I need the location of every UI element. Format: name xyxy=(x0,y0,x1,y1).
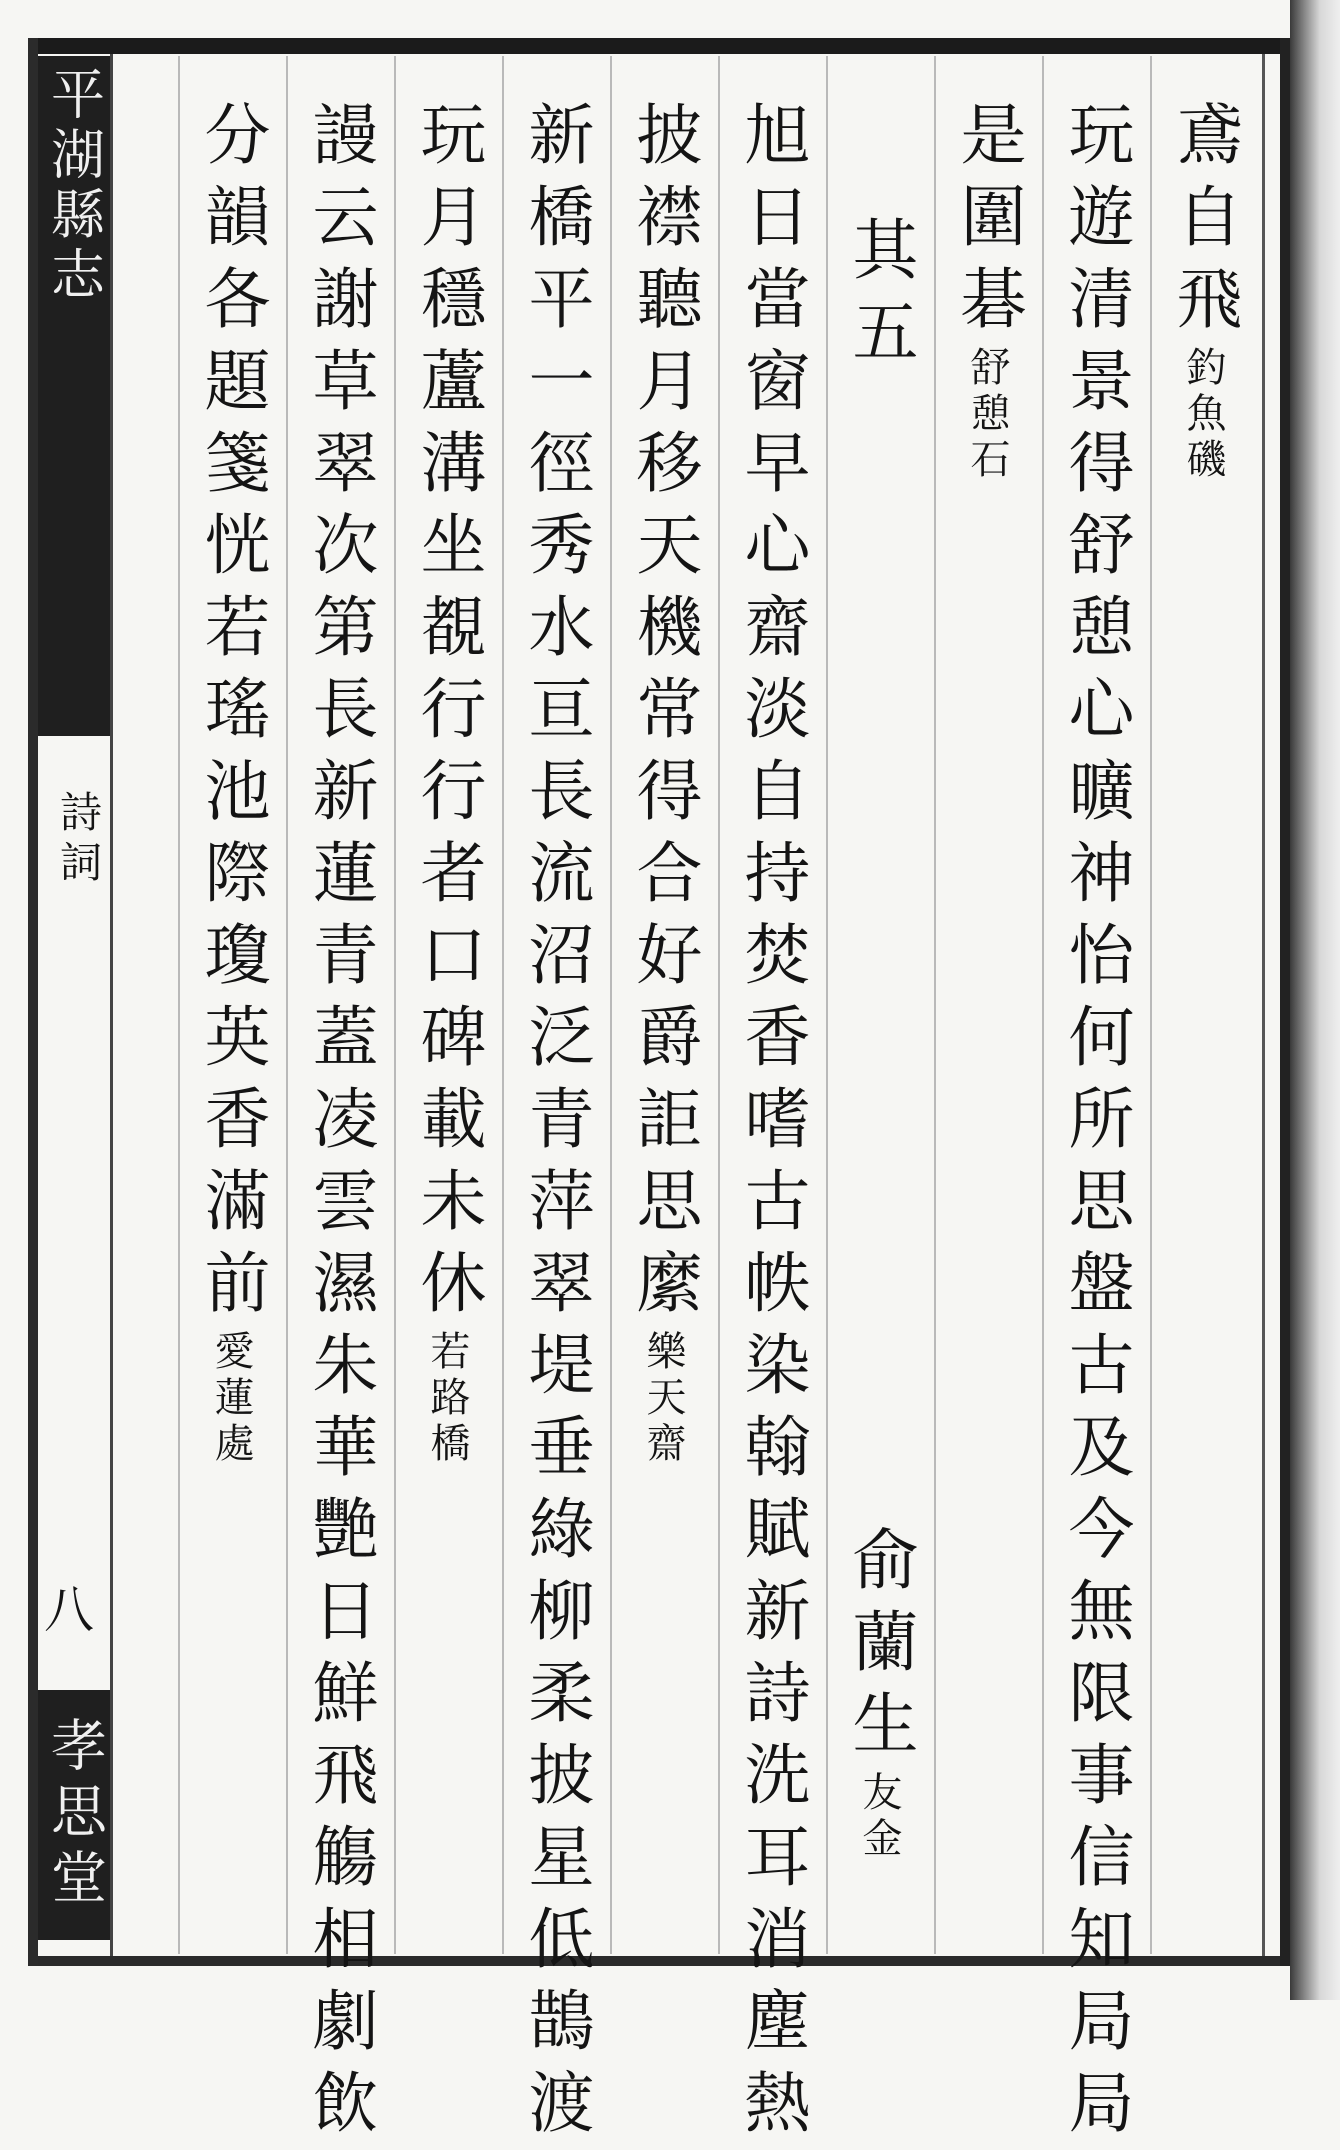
column-rule xyxy=(1150,56,1152,1954)
column-note: 釣魚磯 xyxy=(1180,346,1226,484)
column-rule xyxy=(394,56,396,1954)
author-column xyxy=(841,1525,918,1863)
column-rule xyxy=(934,56,936,1954)
text-column xyxy=(1165,100,1242,484)
text-column xyxy=(625,100,702,1468)
margin-page-number: 八 xyxy=(44,1581,94,1639)
column-text: 旭日當窗早心齋淡自持焚香嗜古帙染翰賦新詩洗耳消塵熱 xyxy=(733,100,810,2150)
text-column xyxy=(193,100,270,1468)
text-column xyxy=(517,100,594,2150)
column-text: 玩遊清景得舒憩心曠神怡何所思盤古及今無限事信知局局 xyxy=(1057,100,1134,2150)
text-column xyxy=(1057,100,1134,2150)
column-note: 若路橋 xyxy=(424,1330,470,1468)
author-note: 友金 xyxy=(856,1771,902,1863)
author-name: 俞蘭生 xyxy=(841,1525,918,1771)
column-rule xyxy=(718,56,720,1954)
frame-inner-left-line xyxy=(110,54,113,1956)
page-edge xyxy=(1290,0,1340,2000)
column-note: 愛蓮處 xyxy=(208,1330,254,1468)
text-column xyxy=(733,100,810,2150)
column-rule xyxy=(286,56,288,1954)
column-text: 分韻各題箋恍若瑤池際瓊英香滿前 xyxy=(193,100,270,1330)
frame-right-border xyxy=(1280,38,1290,1966)
column-note: 舒憩石 xyxy=(964,346,1010,484)
column-rule xyxy=(610,56,612,1954)
text-column xyxy=(409,100,486,1468)
column-text: 是圍碁 xyxy=(949,100,1026,346)
margin-hall-name: 孝思堂 xyxy=(38,1690,110,1940)
column-text: 新橋平一徑秀水亘長流沼泛青萍翠堤垂綠柳柔披星低鵲渡 xyxy=(517,100,594,2150)
column-rule xyxy=(1042,56,1044,1954)
margin-section-label: 詩詞 xyxy=(54,790,103,890)
frame-top-border xyxy=(28,38,1290,54)
column-rule xyxy=(826,56,828,1954)
column-text: 玩月穩蘆溝坐覩行行者口碑載未休 xyxy=(409,100,486,1330)
margin-book-title: 平湖縣志 xyxy=(38,56,110,736)
frame-left-border xyxy=(28,38,38,1966)
column-text: 鳶自飛 xyxy=(1165,100,1242,346)
column-note: 樂天齋 xyxy=(640,1330,686,1468)
frame-inner-right-line xyxy=(1262,54,1265,1956)
text-column xyxy=(301,100,378,2150)
text-column xyxy=(949,100,1026,484)
poem-heading: 其五 xyxy=(841,215,918,379)
text-column-heading xyxy=(841,215,918,379)
column-rule xyxy=(502,56,504,1954)
column-text: 披襟聽月移天機常得合好爵詎思縻 xyxy=(625,100,702,1330)
column-rule xyxy=(178,56,180,1954)
column-text: 謾云謝草翠次第長新蓮青蓋凌雲濕朱華艷日鮮飛觴相劇飲 xyxy=(301,100,378,2150)
